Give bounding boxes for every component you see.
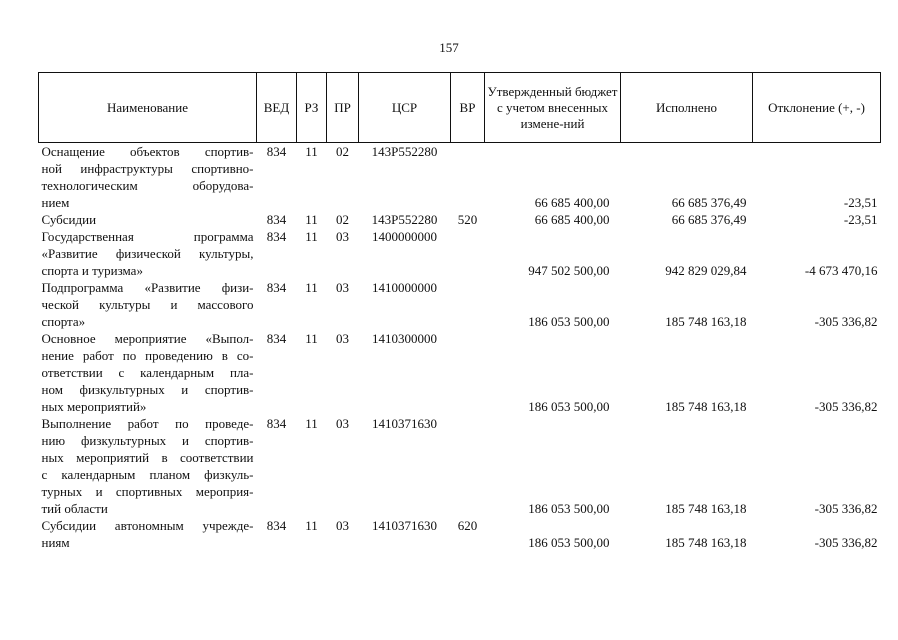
name-line: ном физкультурных и спортив- (41, 382, 254, 397)
row-name (39, 330, 257, 415)
name-line: Оснащение объектов спортив- (41, 144, 254, 159)
row-rz: 11 (305, 280, 318, 295)
name-line: Государственная программа (41, 229, 254, 244)
name-line: нение работ по проведению в со- (41, 348, 254, 363)
row-deviation: -23,51 (843, 212, 878, 227)
row-pr: 03 (336, 518, 349, 533)
row-pr: 02 (336, 144, 349, 159)
row-rz: 11 (305, 212, 318, 227)
table-row (39, 517, 881, 551)
row-ved: 834 (266, 229, 287, 244)
row-budget: 66 685 400,00 (534, 212, 610, 227)
row-executed: 185 748 163,18 (665, 501, 747, 516)
header-executed: Исполнено (621, 73, 753, 143)
row-deviation: -23,51 (843, 195, 878, 210)
name-line: ответствии с календарным пла- (41, 365, 254, 380)
name-line: турных и спортивных мероприя- (41, 484, 254, 499)
row-pr: 02 (336, 212, 349, 227)
budget-table (38, 72, 881, 551)
table-row (39, 415, 881, 517)
row-pr: 03 (336, 229, 349, 244)
row-name (39, 279, 257, 330)
header-budget: Утвержденный бюджет с учетом внесенных измене-ний (485, 73, 621, 143)
table-row (39, 279, 881, 330)
row-executed: 185 748 163,18 (665, 535, 747, 550)
header-csr: ЦСР (359, 73, 451, 143)
table-row (39, 228, 881, 279)
name-line: ных мероприятий в соответствии (41, 450, 254, 465)
row-vr: 520 (457, 212, 478, 227)
row-budget: 186 053 500,00 (528, 501, 610, 516)
row-budget: 186 053 500,00 (528, 314, 610, 329)
row-csr: 1400000000 (372, 229, 437, 244)
row-rz: 11 (305, 229, 318, 244)
row-name (39, 211, 257, 228)
row-rz: 11 (305, 144, 318, 159)
row-csr: 143P552280 (371, 212, 438, 227)
row-rz: 11 (305, 518, 318, 533)
row-rz: 11 (305, 416, 318, 431)
name-line: Субсидии (41, 212, 97, 227)
row-executed: 942 829 029,84 (665, 263, 747, 278)
row-executed: 66 685 376,49 (671, 195, 747, 210)
row-budget: 947 502 500,00 (528, 263, 610, 278)
name-line: технологическим оборудова- (41, 178, 254, 193)
row-csr: 1410300000 (372, 331, 437, 346)
row-executed: 185 748 163,18 (665, 399, 747, 414)
name-line: спорта и туризма» (41, 263, 143, 278)
name-line: Подпрограмма «Развитие физи- (41, 280, 254, 295)
header-vr: ВР (451, 73, 485, 143)
row-name (39, 143, 257, 212)
row-deviation: -4 673 470,16 (804, 263, 878, 278)
row-vr (451, 415, 485, 517)
row-budget: 186 053 500,00 (528, 535, 610, 550)
name-line: нию физкультурных и спортив- (41, 433, 254, 448)
name-line: Субсидии автономным учрежде- (41, 518, 254, 533)
header-rz: РЗ (297, 73, 327, 143)
row-ved: 834 (266, 280, 287, 295)
row-csr: 1410371630 (372, 416, 437, 431)
name-line: ческой культуры и массового (41, 297, 254, 312)
header-row (39, 73, 881, 143)
row-vr (451, 330, 485, 415)
row-ved: 834 (266, 518, 287, 533)
row-ved: 834 (266, 144, 287, 159)
row-csr: 143P552280 (371, 144, 438, 159)
row-deviation: -305 336,82 (814, 535, 878, 550)
row-vr: 620 (457, 518, 478, 533)
row-ved: 834 (266, 331, 287, 346)
row-vr (451, 228, 485, 279)
header-ved: ВЕД (257, 73, 297, 143)
row-pr: 03 (336, 416, 349, 431)
row-ved: 834 (266, 416, 287, 431)
table-row (39, 211, 881, 228)
table-row (39, 143, 881, 212)
row-csr: 1410371630 (372, 518, 437, 533)
row-ved: 834 (266, 212, 287, 227)
name-line: ной инфраструктуры спортивно- (41, 161, 254, 176)
row-name (39, 228, 257, 279)
name-line: ниям (41, 535, 70, 550)
row-pr: 03 (336, 331, 349, 346)
name-line: Основное мероприятие «Выпол- (41, 331, 254, 346)
row-executed: 185 748 163,18 (665, 314, 747, 329)
name-line: нием (41, 195, 70, 210)
name-line: ных мероприятий» (41, 399, 147, 414)
name-line: Выполнение работ по проведе- (41, 416, 254, 431)
row-name (39, 517, 257, 551)
row-deviation: -305 336,82 (814, 399, 878, 414)
row-name (39, 415, 257, 517)
row-deviation: -305 336,82 (814, 501, 878, 516)
row-csr: 1410000000 (372, 280, 437, 295)
name-line: тий области (41, 501, 108, 516)
name-line: спорта» (41, 314, 86, 329)
row-executed: 66 685 376,49 (671, 212, 747, 227)
header-name: Наименование (39, 73, 257, 143)
row-budget: 186 053 500,00 (528, 399, 610, 414)
table-row (39, 330, 881, 415)
row-vr (451, 143, 485, 212)
row-vr (451, 279, 485, 330)
page-number: 157 (439, 40, 459, 55)
row-rz: 11 (305, 331, 318, 346)
name-line: с календарным планом физкуль- (41, 467, 254, 482)
header-deviation: Отклонение (+, -) (753, 73, 881, 143)
row-deviation: -305 336,82 (814, 314, 878, 329)
row-budget: 66 685 400,00 (534, 195, 610, 210)
name-line: «Развитие физической культуры, (41, 246, 254, 261)
row-pr: 03 (336, 280, 349, 295)
header-pr: ПР (327, 73, 359, 143)
